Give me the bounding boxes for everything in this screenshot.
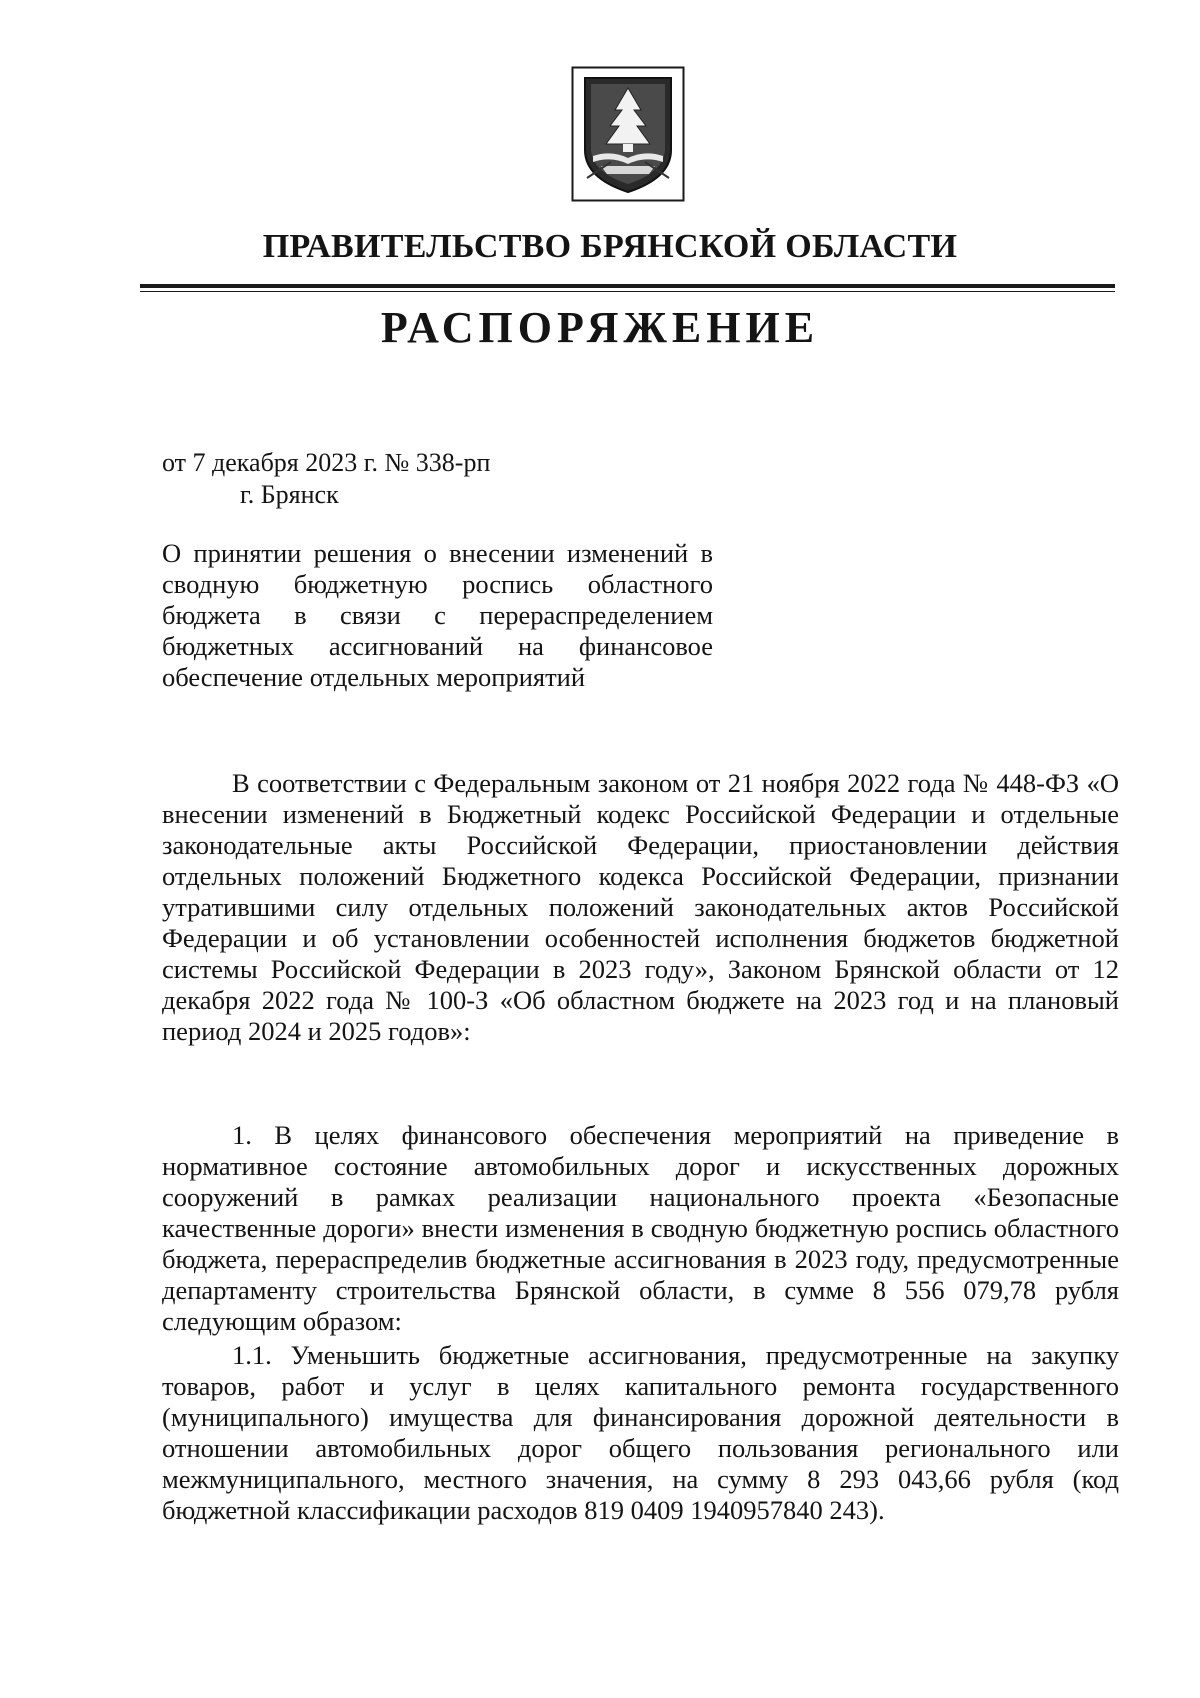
- document-type-title: РАСПОРЯЖЕНИЕ: [380, 303, 820, 352]
- document-subject: О принятии решения о внесении изменений в сводную бюджетную роспись областного бюджета в связи с перераспределением бюджетных ассигнований на финансовое обеспечение отдельных мероприятий: [162, 538, 713, 692]
- organization-title: ПРАВИТЕЛЬСТВО БРЯНСКОЙ ОБЛАСТИ: [262, 228, 958, 265]
- document-date-number: от 7 декабря 2023 г. № 338-рп: [162, 448, 491, 477]
- item-1-paragraph: 1. В целях финансового обеспечения мероприятий на приведение в нормативное состояние автомобильных дорог и искусственных дорожных сооружений в рамках реализации национального проекта «Безопасные качественные дороги» внести изменения в сводную бюджетную роспись областного бюджета, перераспределив бюджетные ассигнования в 2023 году, предусмотренные департаменту строительства Брянской области, в сумме 8 556 079,78 рубля следующим образом:: [162, 1120, 1119, 1336]
- preamble-paragraph: В соответствии с Федеральным законом от 21 ноября 2022 года № 448-ФЗ «О внесении изменений в Бюджетный кодекс Российской Федерации и отдельные законодательные акты Российской Федерации, приостановлении действия отдельных положений Бюджетного кодекса Российской Федерации, признании утратившими силу отдельных положений законодательных актов Российской Федерации и об установлении особенностей исполнения бюджетов бюджетной системы Российской Федерации в 2023 году», Законом Брянской области от 12 декабря 2022 года № 100-З «Об областном бюджете на 2023 год и на плановый период 2024 и 2025 годов»:: [162, 768, 1119, 1046]
- document-city: г. Брянск: [240, 480, 339, 509]
- bryansk-coat-of-arms-icon: [571, 66, 685, 202]
- header-divider: [140, 284, 1115, 292]
- item-1-1-paragraph: 1.1. Уменьшить бюджетные ассигнования, предусмотренные на закупку товаров, работ и услуг в целях капитального ремонта государственного (муниципального) имущества для финансирования дорожной деятельности в отношении автомобильных дорог общего пользования регионального или межмуниципального, местного значения, на сумму 8 293 043,66 рубля (код бюджетной классификации расходов 819 0409 1940957840 243).: [162, 1340, 1119, 1525]
